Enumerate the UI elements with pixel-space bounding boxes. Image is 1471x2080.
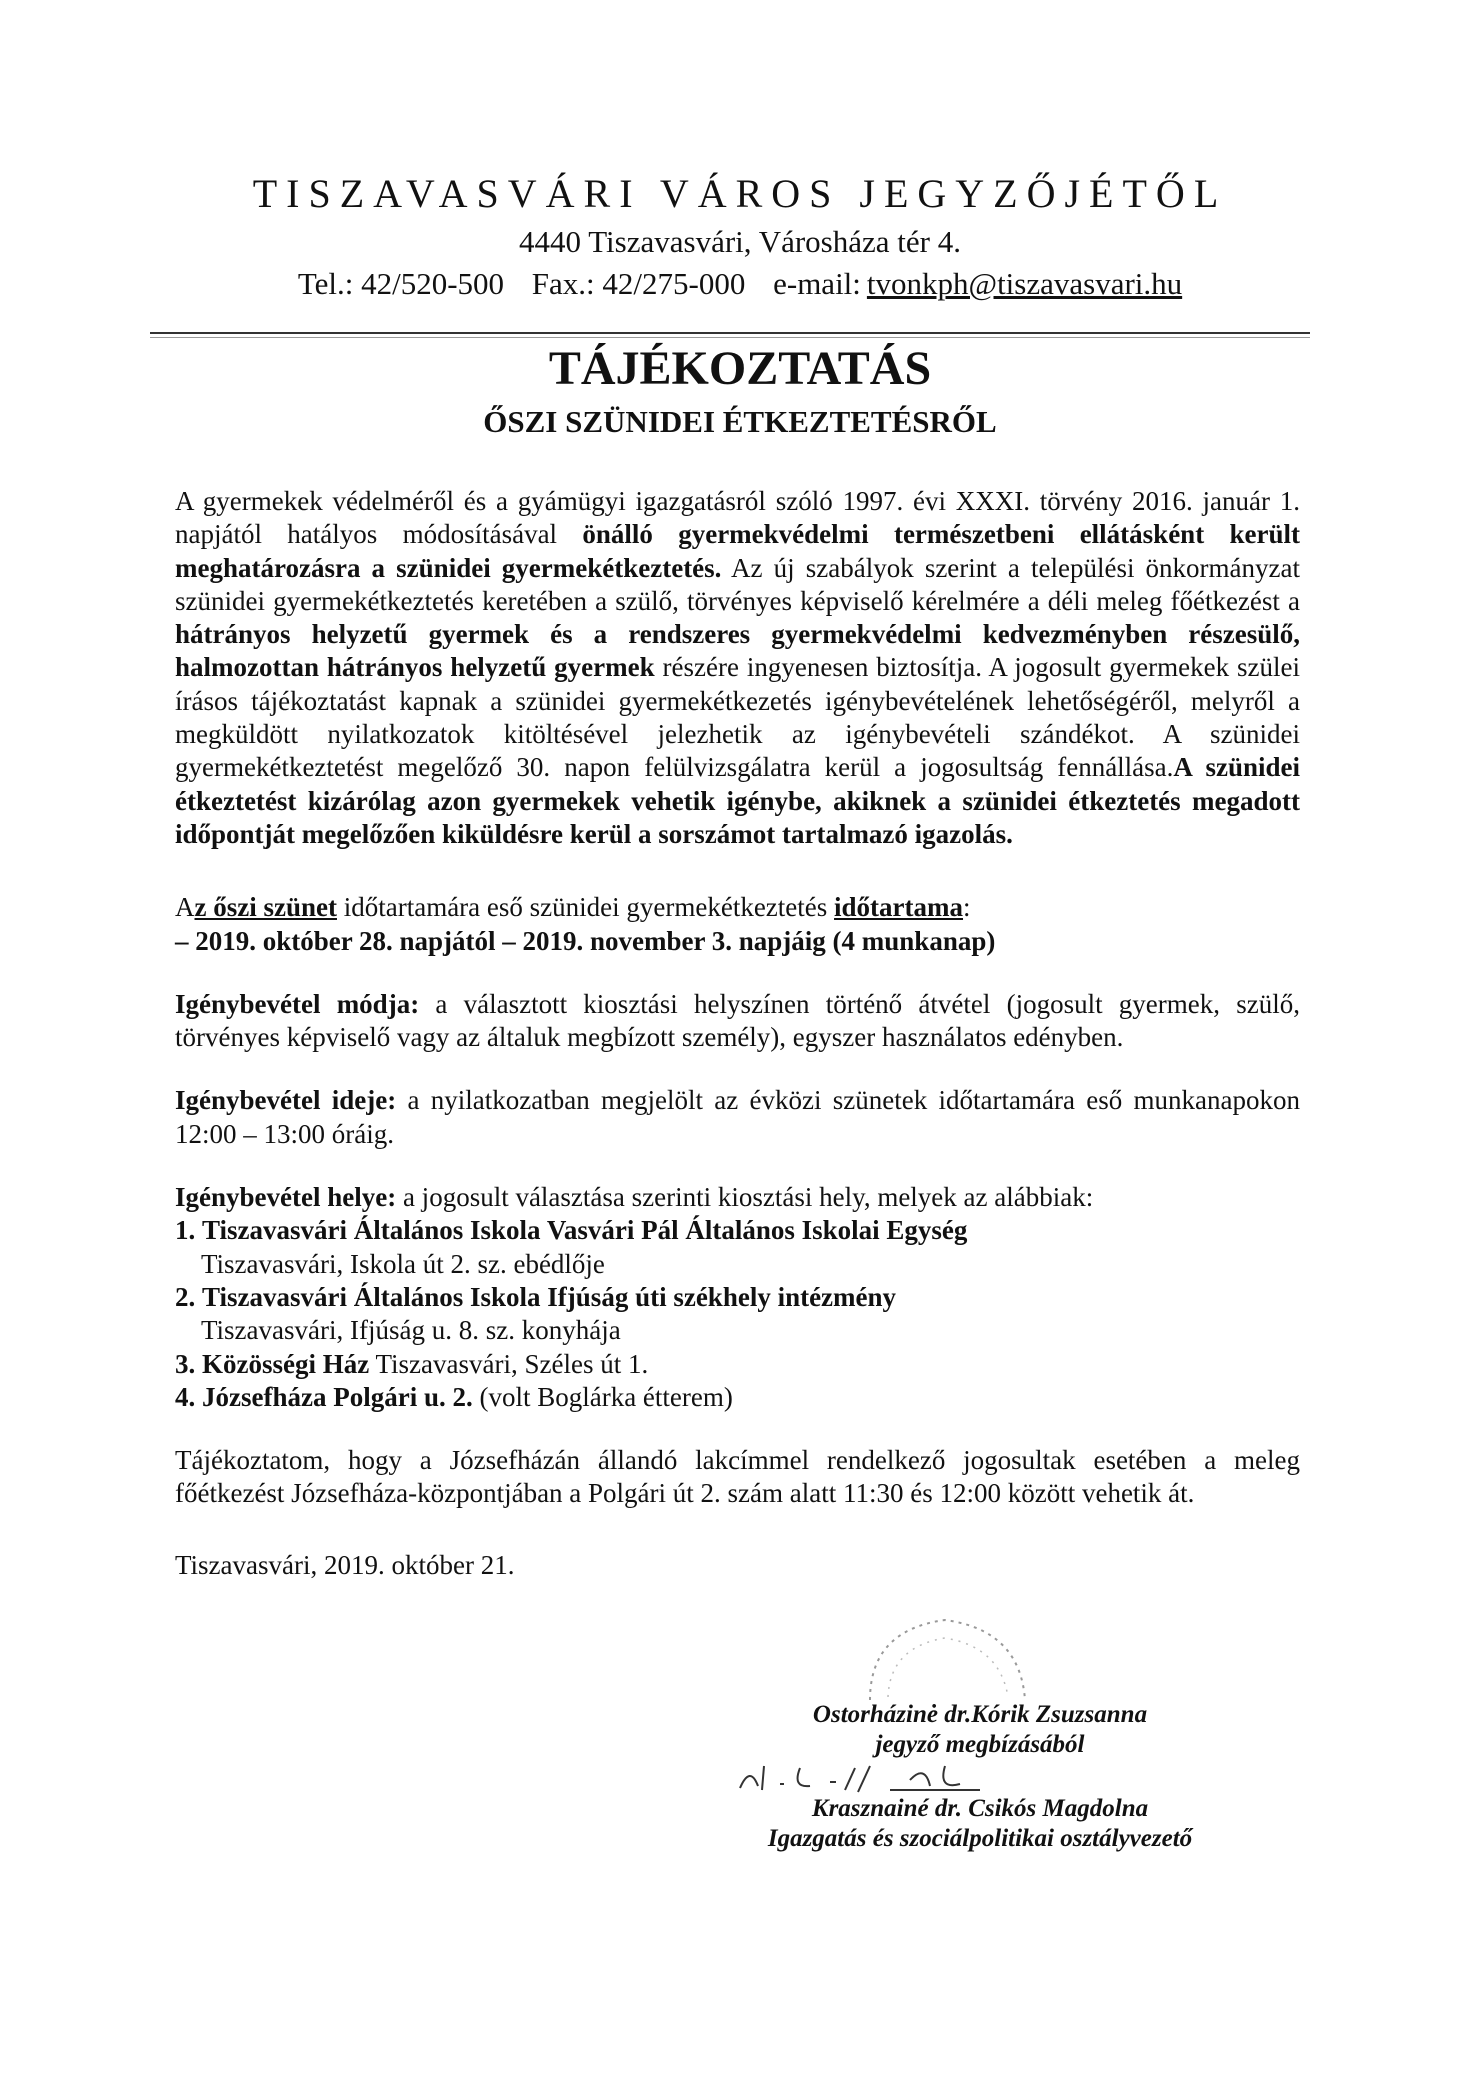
method-text: a választott kiosztási helyszínen történő átvétel (jogosult gyermek, szülő, törvényes képviselő vagy az általuk megbízott személy), egyszer használatos edényben.: [175, 988, 1300, 1053]
notice-paragraph: Tájékoztatom, hogy a Józsefházán állandó lakcímmel rendelkező jogosultak esetében a meleg főétkezést Józsefháza-központjában a Polgári út 2. szám alatt 11:30 és 12:00 között vehetik át.: [175, 1445, 1300, 1509]
location-number: 4.: [175, 1381, 196, 1412]
method-paragraph: [175, 988, 1300, 1055]
list-item: [175, 1281, 1300, 1348]
place-paragraph: [175, 1181, 1300, 1214]
header-divider: [150, 332, 1310, 334]
signer-name-2: Krasznainé dr. Csikós Magdolna: [811, 1795, 1149, 1822]
location-name: Közösségi Ház: [202, 1348, 370, 1379]
office-name: TISZAVASVÁRI VÁROS JEGYZŐJÉTŐL: [252, 171, 1228, 216]
list-item: [175, 1348, 1300, 1381]
time-text: a nyilatkozatban megjelölt az évközi szünetek időtartamára eső munkanapokon 12:00 – 13:00 óráig.: [175, 1085, 1301, 1149]
signer-name-1: Ostorházinė dr.Kórik Zsuzsanna: [812, 1701, 1148, 1728]
location-name: Tiszavasvári Általános Iskola Ifjúság úti székhely intézmény: [202, 1281, 897, 1312]
letterhead: [150, 170, 1330, 304]
location-name: Tiszavasvári Általános Iskola Vasvári Pál Általános Iskolai Egység: [202, 1215, 968, 1246]
intro-paragraph: [175, 485, 1300, 851]
period-dates: – 2019. október 28. napjától – 2019. november 3. napjáig (4 munkanap): [175, 925, 996, 956]
signature-block: [680, 1700, 1280, 1854]
signer-role-2: Igazgatás és szociálpolitikai osztályvezető: [767, 1825, 1193, 1852]
location-rest: Tiszavasvári, Széles út 1.: [369, 1348, 649, 1379]
list-item: [175, 1214, 1300, 1281]
location-number: 3.: [175, 1348, 196, 1379]
period-colon: :: [963, 892, 971, 923]
period-text-2: időtartamára eső szünidei gyermekétkeztetés: [336, 892, 835, 923]
official-stamp: [850, 1605, 1040, 1715]
method-label: Igénybevétel módja:: [175, 988, 420, 1019]
period-paragraph: [175, 891, 1300, 958]
title-block: [150, 340, 1330, 442]
document-title: TÁJÉKOZTATÁS: [548, 342, 932, 395]
location-name: Józsefháza Polgári u. 2.: [202, 1381, 473, 1412]
location-address: Tiszavasvári, Ifjúság u. 8. sz. konyhája: [201, 1315, 621, 1346]
place-text: a jogosult választása szerinti kiosztási hely, melyek az alábbiak:: [396, 1182, 1094, 1213]
header-divider-secondary: [150, 337, 1310, 338]
document-subtitle: ŐSZI SZÜNIDEI ÉTKEZTETÉSRŐL: [483, 404, 997, 439]
intro-bold-2: hátrányos helyzetű gyermek és a rendszeres gyermekvédelmi kedvezményben részesülő, halmozottan hátrányos helyzetű gyermek: [175, 619, 1300, 683]
dateline: Tiszavasvári, 2019. október 21.: [175, 1549, 515, 1580]
location-address: Tiszavasvári, Iskola út 2. sz. ebédlője: [201, 1248, 605, 1279]
email-address: tvonkph@tiszavasvari.hu: [866, 266, 1183, 301]
phone-number: Tel.: 42/520-500: [297, 266, 505, 301]
intro-text-2: Az új szabályok szerint a települési önkormányzat szünidei gyermekétkeztetés keretében a szülő, törvényes képviselő kérelmére a déli meleg főétkezést a: [175, 552, 1300, 616]
office-address: 4440 Tiszavasvári, Városháza tér 4.: [519, 224, 961, 259]
location-list: [175, 1214, 1300, 1414]
place-label: Igénybevétel helye:: [175, 1182, 397, 1213]
email-block: [773, 266, 1182, 301]
time-paragraph: [175, 1084, 1300, 1151]
list-item: [175, 1381, 1300, 1414]
location-number: 2.: [175, 1281, 196, 1312]
intro-bold-1: önálló gyermekvédelmi természetbeni ellátásként került meghatározásra a szünidei gyermekétkeztetés.: [175, 519, 1300, 583]
signer-role-1: jegyző megbízásából: [875, 1731, 1085, 1758]
location-number: 1.: [175, 1215, 196, 1246]
time-label: Igénybevétel ideje:: [175, 1085, 397, 1116]
period-autumn-break: z őszi szünet: [194, 892, 337, 923]
email-label: e-mail:: [773, 266, 861, 301]
location-rest: (volt Boglárka étterem): [472, 1381, 733, 1412]
intro-text-1: A gyermekek védelméről és a gyámügyi igazgatásról szóló 1997. évi XXXI. törvény 2016. január 1. napjától hatályos módosításával: [175, 486, 1300, 550]
intro-bold-3: A szünidei étkeztetést kizárólag azon gyermekek vehetik igénybe, akiknek a szünidei étkeztetés megadott időpontját megelőzően kiküldésre kerül a sorszámot tartalmazó igazolás.: [175, 752, 1300, 849]
contact-line: [150, 264, 1330, 304]
period-text-1: A: [175, 892, 195, 923]
period-duration-label: időtartama: [834, 892, 964, 923]
intro-text-3: részére ingyenesen biztosítja. A jogosult gyermekek szülei írásos tájékoztatást kapnak a szünidei gyermekétkezetés igénybevételének lehetőségéről, melyről a megküldött nyilatkozatok kitöltésével jelezhetik az igénybevételi szándékot. A szünidei gyermekétkeztetést megelőző 30. napon felülvizsgálatra kerül a jogosultság fennállása.: [175, 652, 1300, 783]
document-body: [175, 485, 1300, 1582]
handwritten-signature: [680, 1760, 1280, 1794]
fax-number: Fax.: 42/275-000: [531, 266, 746, 301]
